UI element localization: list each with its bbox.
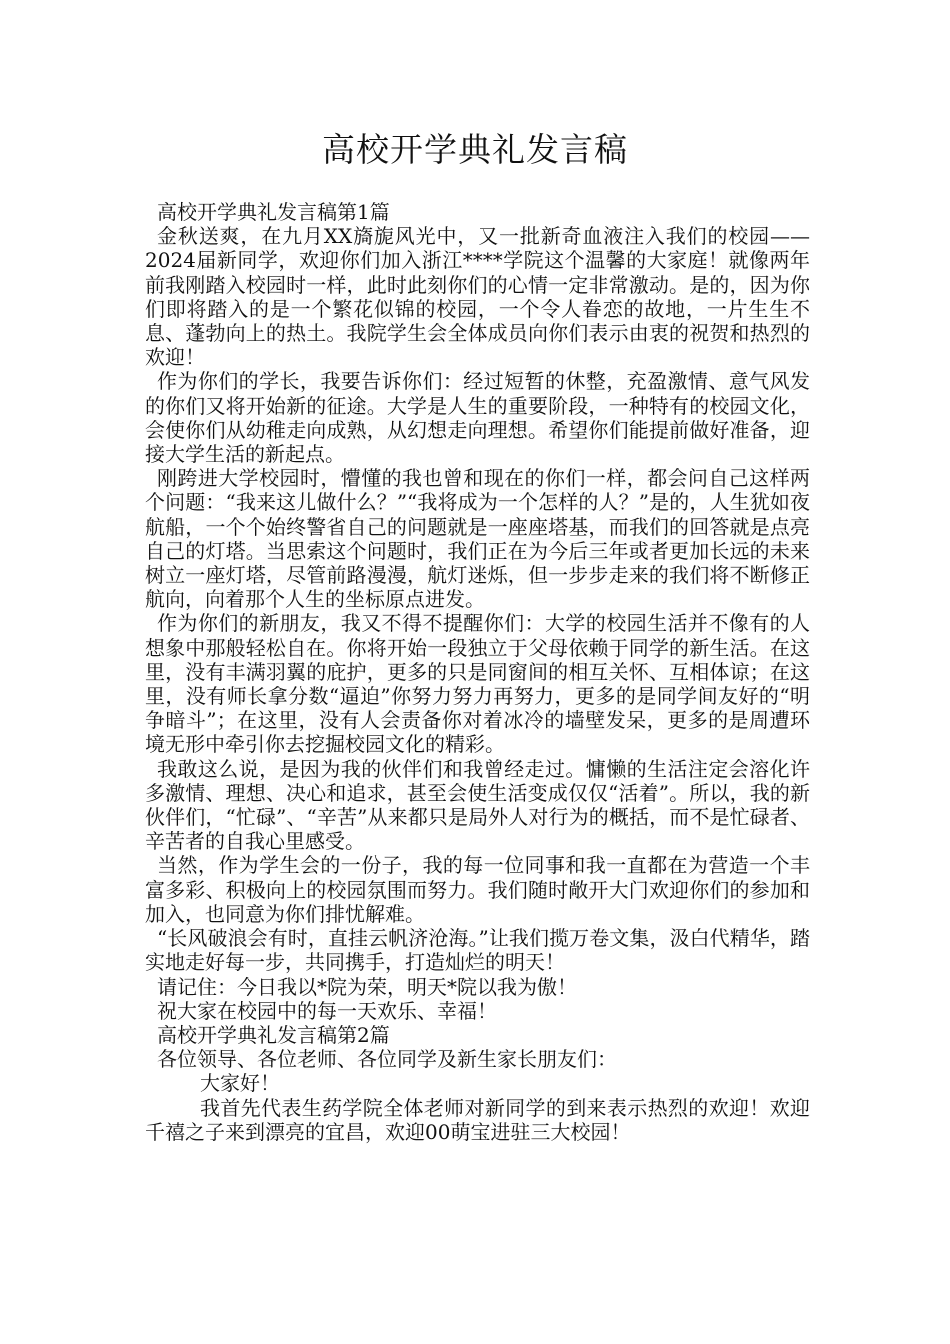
paragraph: 刚跨进大学校园时，懵懂的我也曾和现在的你们一样，都会问自己这样两个问题：“我来这儿做什么？”“我将成为一个怎样的人？”是的，人生犹如夜航船，一个个始终警省自己的问题就是一座座塔基，而我们的回答就是点亮自己的灯塔。当思索这个问题时，我们正在为今后三年或者更加长远的未来树立一座灯塔，尽管前路漫漫，航灯迷烁，但一步步走来的我们将不断修正航向，向着那个人生的坐标原点进发。 xyxy=(145,466,810,612)
paragraph: 作为你们的学长，我要告诉你们：经过短暂的休整，充盈激情、意气风发的你们又将开始新的征途。大学是人生的重要阶段，一种特有的校园文化，会使你们从幼稚走向成熟，从幻想走向理想。希望你们能提前做好准备，迎接大学生活的新起点。 xyxy=(145,369,810,467)
document-title: 高校开学典礼发言稿 xyxy=(322,130,628,169)
paragraph: 我首先代表生药学院全体老师对新同学的到来表示热烈的欢迎！欢迎千禧之子来到漂亮的宜昌，欢迎00萌宝进驻三大校园！ xyxy=(145,1095,810,1144)
paragraph: 当然，作为学生会的一份子，我的每一位同事和我一直都在为营造一个丰富多彩、积极向上的校园氛围而努力。我们随时敞开大门欢迎你们的参加和加入，也同意为你们排忧解难。 xyxy=(145,853,810,926)
paragraph: 作为你们的新朋友，我又不得不提醒你们：大学的校园生活并不像有的人想象中那般轻松自在。你将开始一段独立于父母依赖于同学的新生活。在这里，没有丰满羽翼的庇护，更多的只是同窗间的相互关怀、互相体谅；在这里，没有师长拿分数“逼迫”你努力努力再努力，更多的是同学间友好的“明争暗斗”；在这里，没有人会责备你对着冰冷的墙壁发呆，更多的是周遭环境无形中牵引你去挖掘校园文化的精彩。 xyxy=(145,611,810,757)
section-heading-2: 高校开学典礼发言稿第2篇 xyxy=(157,1022,390,1047)
salutation: 各位领导、各位老师、各位同学及新生家长朋友们： xyxy=(157,1047,617,1072)
paragraph: “长风破浪会有时，直挂云帆济沧海。”让我们揽万卷文集，汲白代精华，踏实地走好每一步，共同携手，打造灿烂的明天！ xyxy=(145,926,810,975)
paragraph: 请记住：今日我以*院为荣，明天*院以我为傲！ xyxy=(157,974,577,999)
section-heading-1: 高校开学典礼发言稿第1篇 xyxy=(157,200,390,224)
document-body xyxy=(145,200,810,1144)
paragraph: 金秋送爽，在九月XX旖旎风光中，又一批新奇血液注入我们的校园——2024届新同学，欢迎你们加入浙江****学院这个温馨的大家庭！就像两年前我刚踏入校园时一样，此时此刻你们的心情一定非常激动。是的，因为你们即将踏入的是一个繁花似锦的校园，一个令人眷恋的故地，一片生生不息、蓬勃向上的热土。我院学生会全体成员向你们表示由衷的祝贺和热烈的欢迎！ xyxy=(145,224,810,370)
paragraph: 我敢这么说，是因为我的伙伴们和我曾经走过。慵懒的生活注定会溶化许多激情、理想、决心和追求，甚至会使生活变成仅仅“活着”。所以，我的新伙伴们，“忙碌”、“辛苦”从来都只是局外人对行为的概括，而不是忙碌者、辛苦者的自我心里感受。 xyxy=(145,756,810,854)
greeting: 大家好！ xyxy=(200,1071,280,1096)
paragraph: 祝大家在校园中的每一天欢乐、幸福！ xyxy=(157,998,497,1023)
